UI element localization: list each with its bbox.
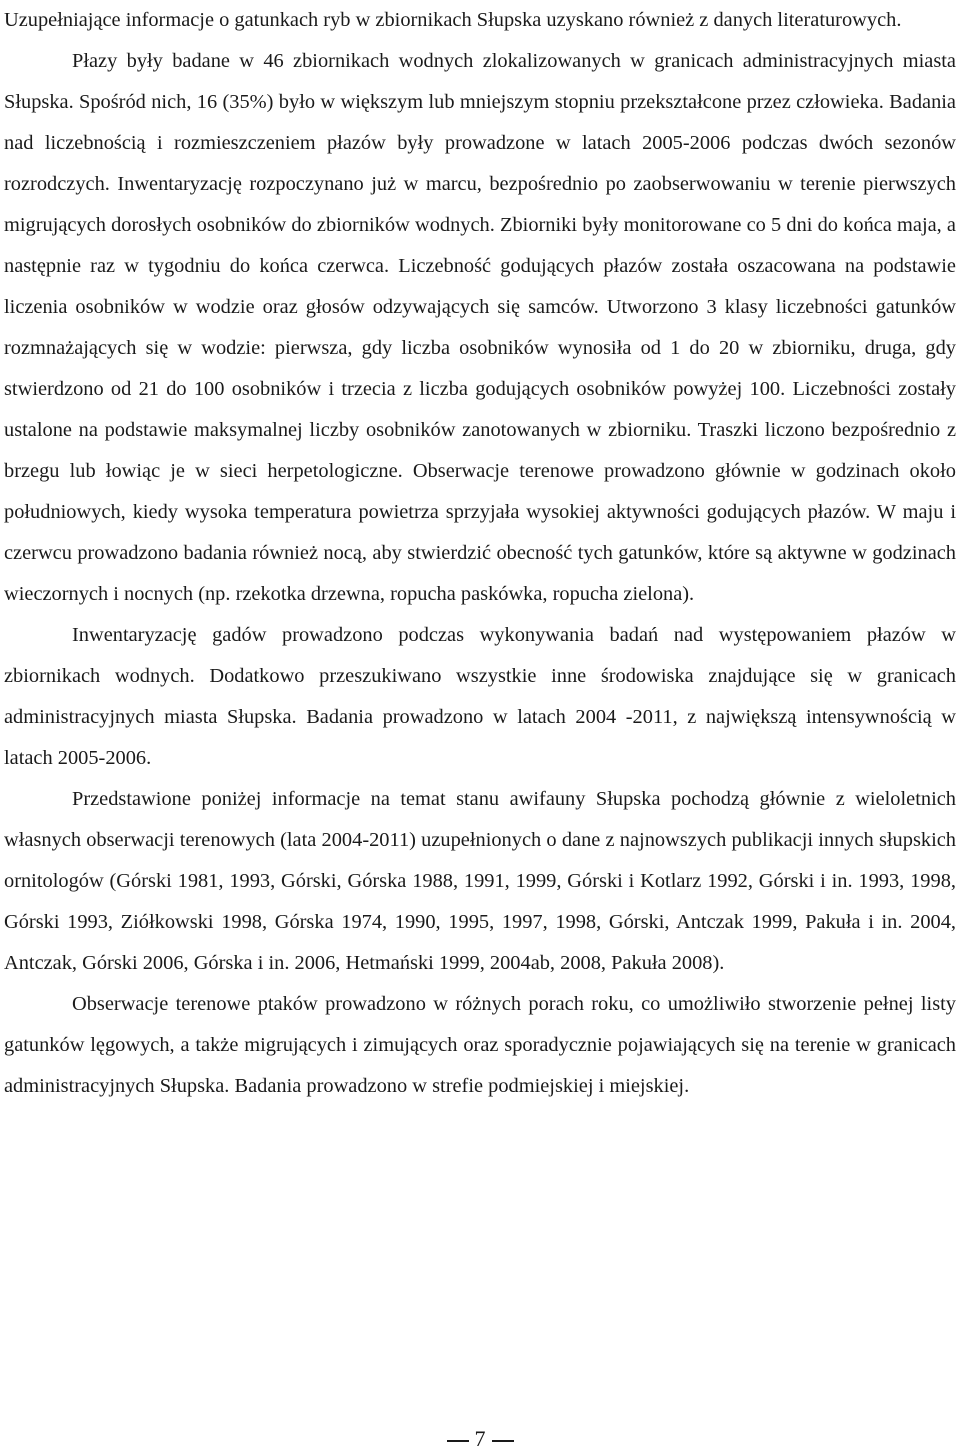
paragraph-reptiles: Inwentaryzację gadów prowadzono podczas wykonywania badań nad występowaniem płazów w zbiornikach wodnych. Dodatkowo przeszukiwano wszystkie inne środowiska znajdujące się w granicach administracyjnych miasta Słupska. Badania prowadzono w latach 2004 -2011, z największą intensywnością w latach 2005-2006. (4, 624, 956, 769)
page-number: 7 (474, 1426, 486, 1451)
paragraph-amphibians: Płazy były badane w 46 zbiornikach wodnych zlokalizowanych w granicach administracyjnych miasta Słupska. Spośród nich, 16 (35%) było w większym lub mniejszym stopniu przekształcone przez człowieka. Badania nad liczebnością i rozmieszczeniem płazów były prowadzone w latach 2005-2006 podczas dwóch sezonów rozrodczych. Inwentaryzację rozpoczynano już w marcu, bezpośrednio po zaobserwowaniu w terenie pierwszych migrujących dorosłych osobników do zbiorników wodnych. Zbiorniki były monitorowane co 5 dni do końca maja, a następnie raz w tygodniu do końca czerwca. Liczebność godujących płazów została oszacowana na podstawie liczenia osobników w wodzie oraz głosów odzywających się samców. Utworzono 3 klasy liczebności gatunków rozmnażających się w wodzie: pierwsza, gdy liczba osobników wynosiła od 1 do 20 w zbiorniku, druga, gdy stwierdzono od 21 do 100 osobników i trzecia z liczba godujących osobników powyżej 100. Liczebności zostały ustalone na podstawie maksymalnej liczby osobników zanotowanych w zbiorniku. Traszki liczono bezpośrednio z brzegu lub łowiąc je w sieci herpetologiczne. Obserwacje terenowe prowadzono głównie w godzinach około południowych, kiedy wysoka temperatura powietrza sprzyjała wysokiej aktywności godujących płazów. W maju i czerwcu prowadzono badania również nocą, aby stwierdzić obecność tych gatunków, które są aktywne w godzinach wieczornych i nocnych (np. rzekotka drzewna, ropucha paskówka, ropucha zielona). (4, 50, 956, 605)
paragraph-bird-observations: Obserwacje terenowe ptaków prowadzono w różnych porach roku, co umożliwiło stworzenie pełnej listy gatunków lęgowych, a także migrujących i zimujących oraz sporadycznie pojawiających się na terenie w granicach administracyjnych Słupska. Badania prowadzono w strefie podmiejskiej i miejskiej. (4, 993, 956, 1097)
footer-dash-right (492, 1440, 514, 1442)
document-page (4, 0, 956, 1107)
footer-dash-left (447, 1440, 469, 1442)
page-footer (0, 1426, 960, 1452)
paragraph-fish-literature: Uzupełniające informacje o gatunkach ryb w zbiornikach Słupska uzyskano również z danych literaturowych. (4, 9, 902, 31)
paragraph-avifauna-sources: Przedstawione poniżej informacje na temat stanu awifauny Słupska pochodzą głównie z wieloletnich własnych obserwacji terenowych (lata 2004-2011) uzupełnionych o dane z najnowszych publikacji innych słupskich ornitologów (Górski 1981, 1993, Górski, Górska 1988, 1991, 1999, Górski i Kotlarz 1992, Górski i in. 1993, 1998, Górski 1993, Ziółkowski 1998, Górska 1974, 1990, 1995, 1997, 1998, Górski, Antczak 1999, Pakuła i in. 2004, Antczak, Górski 2006, Górska i in. 2006, Hetmański 1999, 2004ab, 2008, Pakuła 2008). (4, 788, 956, 974)
